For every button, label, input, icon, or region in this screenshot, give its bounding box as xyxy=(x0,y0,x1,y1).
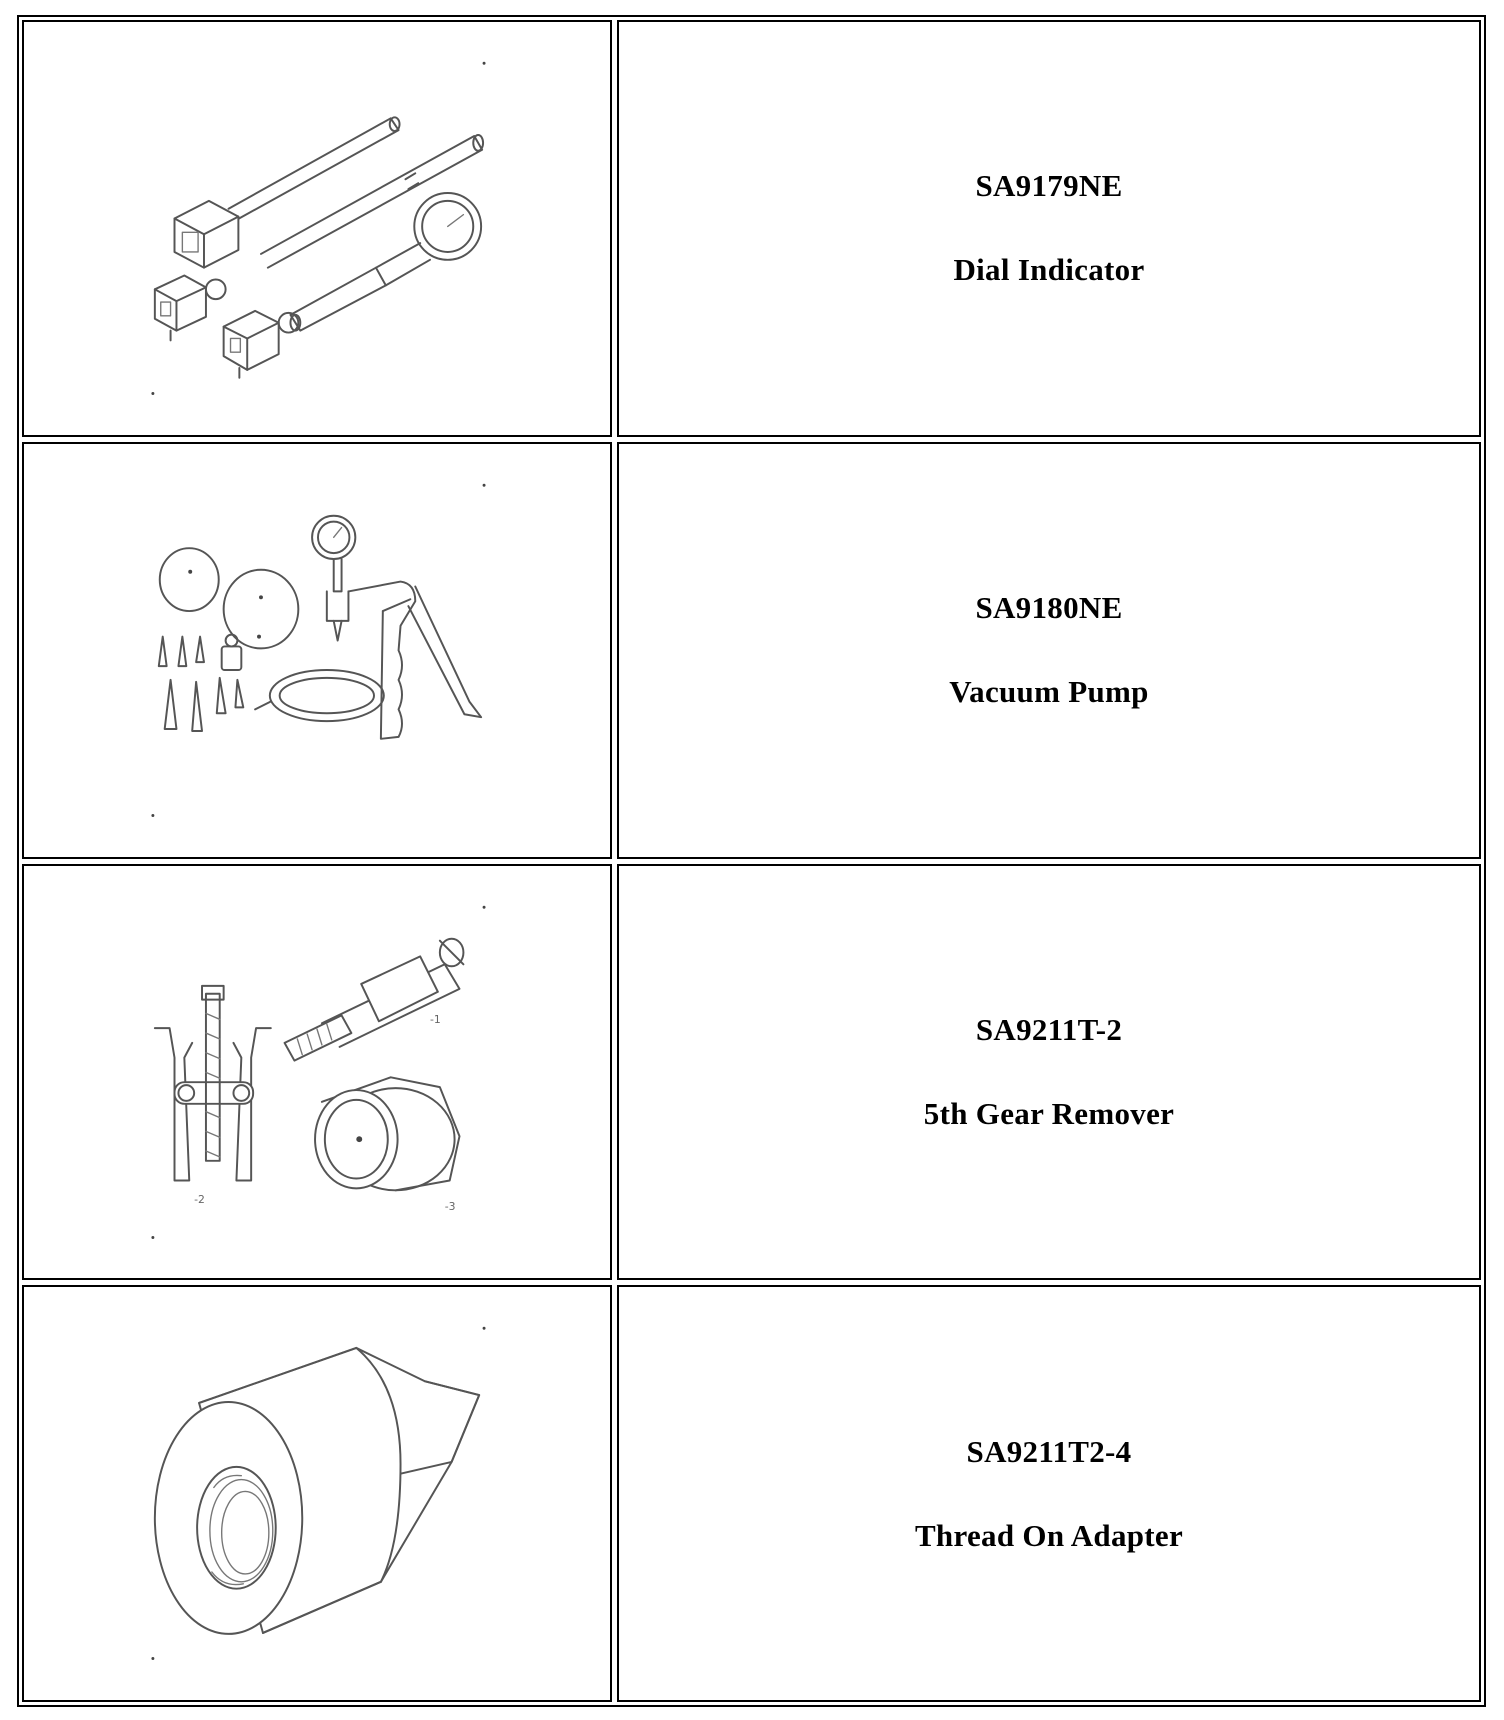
tool-description-cell xyxy=(617,1285,1481,1702)
vacuum-pump-icon xyxy=(24,444,610,857)
gear-puller-icon xyxy=(24,866,610,1279)
tool-image-cell xyxy=(22,864,612,1281)
thread-adapter-icon xyxy=(24,1287,610,1700)
tool-description-cell xyxy=(617,20,1481,437)
part-number: SA9211T2-4 xyxy=(966,1433,1132,1469)
callout-label: -3 xyxy=(444,1199,456,1213)
part-number: SA9180NE xyxy=(975,590,1123,626)
tool-name: Thread On Adapter xyxy=(914,1517,1184,1553)
callout-label: -1 xyxy=(430,1012,441,1026)
tool-image-cell xyxy=(22,1285,612,1702)
callout-label: -2 xyxy=(194,1192,205,1206)
tool-name: Vacuum Pump xyxy=(949,674,1149,710)
special-tools-table xyxy=(17,15,1486,1707)
tool-description-cell xyxy=(617,864,1481,1281)
dial-indicator-icon xyxy=(24,22,610,435)
part-number: SA9211T-2 xyxy=(975,1011,1123,1047)
tool-name: 5th Gear Remover xyxy=(923,1095,1175,1131)
tool-name: Dial Indicator xyxy=(953,252,1145,288)
tool-image-cell xyxy=(22,20,612,437)
tool-description-cell xyxy=(617,442,1481,859)
tool-image-cell xyxy=(22,442,612,859)
part-number: SA9179NE xyxy=(975,168,1123,204)
